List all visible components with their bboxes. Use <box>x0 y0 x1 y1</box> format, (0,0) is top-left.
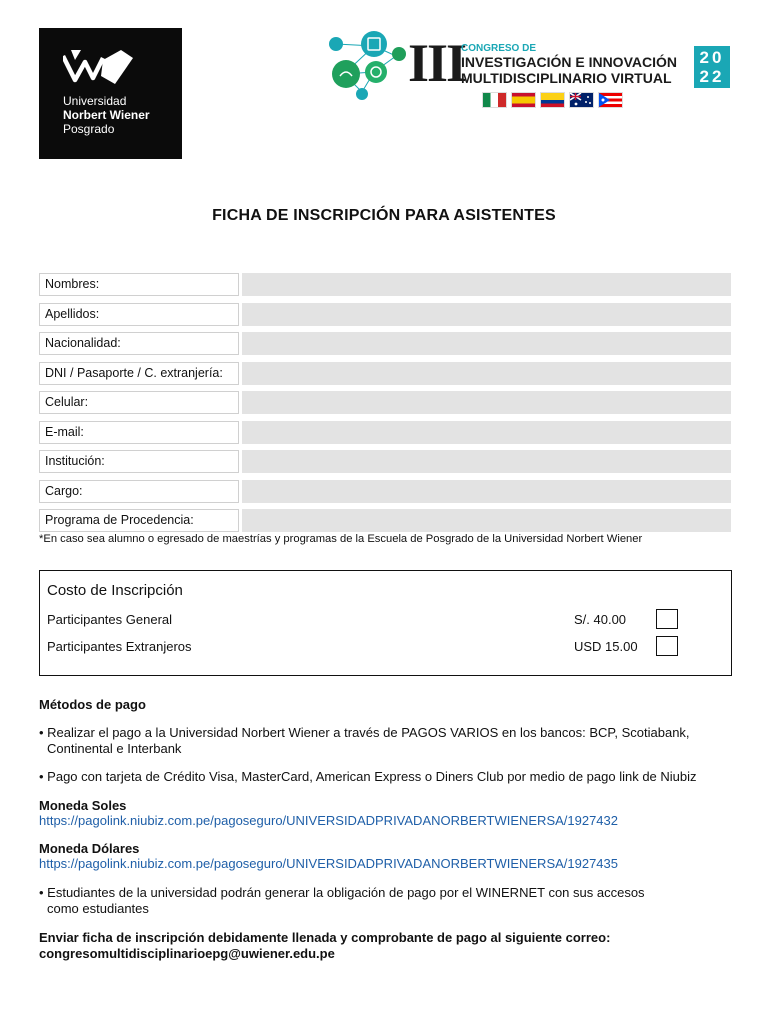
registration-form <box>39 270 731 536</box>
footer-instructions <box>39 930 610 962</box>
form-row <box>39 329 731 359</box>
field-input[interactable] <box>242 450 731 473</box>
payment-bullet-banks-line2: Continental e Interbank <box>47 741 182 756</box>
congreso-title-line2: MULTIDISCIPLINARIO VIRTUAL <box>461 70 672 86</box>
field-label: DNI / Pasaporte / C. extranjería: <box>39 362 239 385</box>
field-label: E-mail: <box>39 421 239 444</box>
year-badge <box>694 46 730 88</box>
cost-title: Costo de Inscripción <box>47 582 183 599</box>
field-input[interactable] <box>242 273 731 296</box>
australia-flag-icon <box>569 92 594 108</box>
general-checkbox[interactable] <box>656 609 678 629</box>
field-input[interactable] <box>242 509 731 532</box>
spain-flag-icon <box>511 92 536 108</box>
field-label: Celular: <box>39 391 239 414</box>
field-input[interactable] <box>242 362 731 385</box>
payment-bullet-winernet-line2: como estudiantes <box>47 901 149 916</box>
puerto-rico-flag-icon <box>598 92 623 108</box>
field-input[interactable] <box>242 391 731 414</box>
field-input[interactable] <box>242 480 731 503</box>
cost-name: Participantes Extranjeros <box>47 639 192 654</box>
dolares-label: Moneda Dólares <box>39 841 140 856</box>
form-row <box>39 477 731 507</box>
logo-line-norbert: Norbert Wiener <box>63 108 150 122</box>
form-row <box>39 418 731 448</box>
field-label: Apellidos: <box>39 303 239 326</box>
footer-email[interactable]: congresomultidisciplinarioepg@uwiener.edu.pe <box>39 946 335 961</box>
payment-bullet-winernet-line1: • Estudiantes de la universidad podrán generar la obligación de pago por el WINERNET con sus accesos <box>39 885 645 900</box>
footer-line: Enviar ficha de inscripción debidamente llenada y comprobante de pago al siguiente correo: <box>39 930 611 945</box>
field-input[interactable] <box>242 421 731 444</box>
field-label: Nacionalidad: <box>39 332 239 355</box>
form-row <box>39 506 731 536</box>
field-input[interactable] <box>242 303 731 326</box>
cost-price: S/. 40.00 <box>574 612 627 627</box>
field-input[interactable] <box>242 332 731 355</box>
cost-name: Participantes General <box>47 612 173 627</box>
payment-heading: Métodos de pago <box>39 697 146 712</box>
payment-bullet-winernet <box>39 885 645 917</box>
cost-box <box>39 570 732 676</box>
payment-bullet-card: • Pago con tarjeta de Crédito Visa, MasterCard, American Express o Diners Club por medio de pago link de Niubiz <box>39 769 697 784</box>
form-title: FICHA DE INSCRIPCIÓN PARA ASISTENTES <box>212 207 556 224</box>
form-row <box>39 300 731 330</box>
year-bottom: 22 <box>699 67 725 86</box>
dolares-link[interactable]: https://pagolink.niubiz.com.pe/pagoseguro/UNIVERSIDADPRIVADANORBERTWIENERSA/1927435 <box>39 856 619 871</box>
extranjeros-checkbox[interactable] <box>656 636 678 656</box>
payment-bullet-banks-line1: • Realizar el pago a la Universidad Norbert Wiener a través de PAGOS VARIOS en los bancos: BCP, Scotiabank, <box>39 725 690 740</box>
soles-label: Moneda Soles <box>39 798 127 813</box>
form-row <box>39 388 731 418</box>
mexico-flag-icon <box>482 92 507 108</box>
form-row <box>39 270 731 300</box>
form-footnote: *En caso sea alumno o egresado de maestrías y programas de la Escuela de Posgrado de la Universidad Norbert Wiener <box>39 533 643 545</box>
congreso-roman-numeral: III <box>408 33 466 93</box>
payment-bullet-banks <box>39 725 690 757</box>
soles-link[interactable]: https://pagolink.niubiz.com.pe/pagoseguro/UNIVERSIDADPRIVADANORBERTWIENERSA/1927432 <box>39 813 619 828</box>
year-top: 20 <box>699 48 725 67</box>
uw-logo-icon <box>63 50 133 88</box>
field-label: Cargo: <box>39 480 239 503</box>
logo-line-posgrado: Posgrado <box>63 122 115 136</box>
field-label: Institución: <box>39 450 239 473</box>
form-row <box>39 447 731 477</box>
logo-line-universidad: Universidad <box>63 94 127 108</box>
colombia-flag-icon <box>540 92 565 108</box>
congreso-logo <box>322 30 732 112</box>
field-label: Nombres: <box>39 273 239 296</box>
field-label: Programa de Procedencia: <box>39 509 239 532</box>
country-flags <box>482 92 623 108</box>
network-icon <box>322 30 412 112</box>
cost-price: USD 15.00 <box>574 639 638 654</box>
congreso-title-line1: INVESTIGACIÓN E INNOVACIÓN <box>461 54 677 70</box>
university-logo <box>39 28 182 159</box>
form-row <box>39 359 731 389</box>
congreso-small-title: CONGRESO DE <box>461 43 537 54</box>
